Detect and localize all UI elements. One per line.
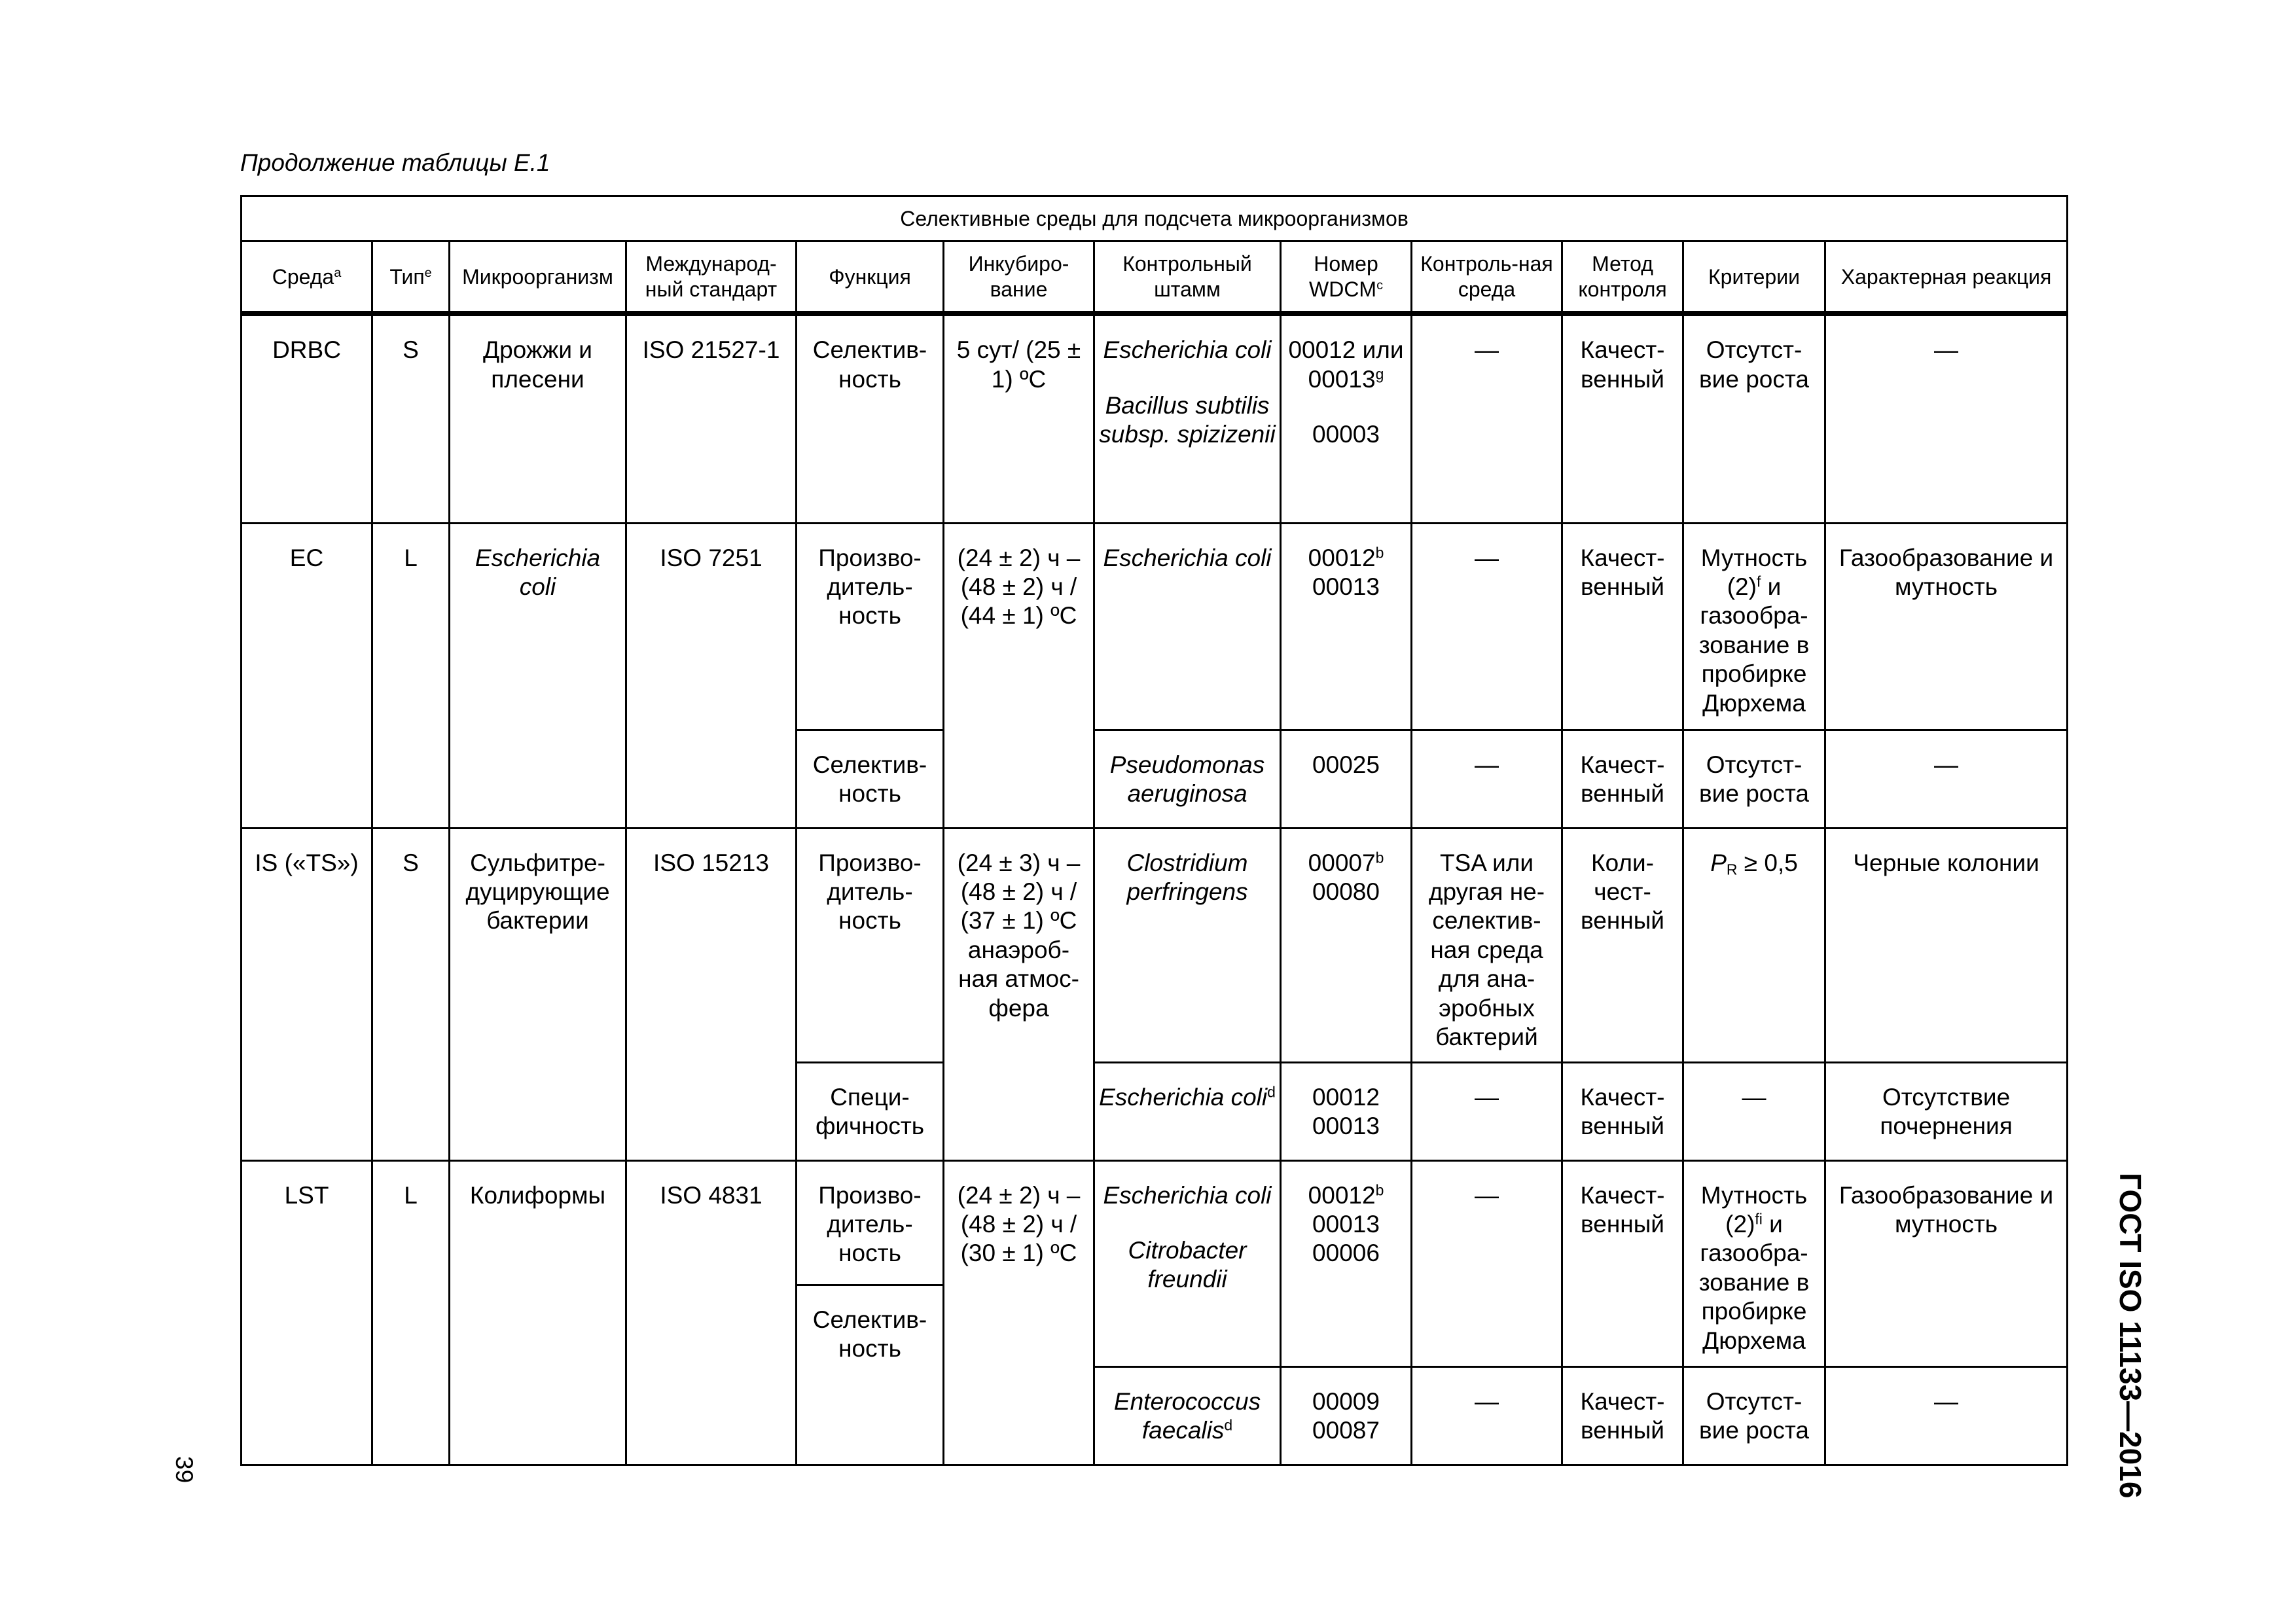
cell-type: L — [372, 523, 450, 828]
cell-standard: ISO 7251 — [626, 523, 797, 828]
cell-method: Качест-венный — [1562, 1160, 1683, 1366]
cell-method: Качест-венный — [1562, 523, 1683, 730]
cell-reaction: Газообразование и мутность — [1825, 1160, 2068, 1366]
cell-criteria: Мутность $(2)^f$ и газообра-зование в пробирке Дюрхема — [1683, 523, 1825, 730]
cell-wdcm: 00012 00013 — [1281, 1062, 1412, 1160]
cell-control-strain: Clostridium perfringens — [1094, 828, 1281, 1062]
header-control-strain: Контрольный штамм — [1094, 241, 1281, 313]
cell-function: Селектив-ность — [797, 1285, 944, 1465]
cell-method: Качест-венный — [1562, 730, 1683, 828]
cell-function: Специ-фичность — [797, 1062, 944, 1160]
header-wdcm: Номер WDCM$^c$ — [1281, 241, 1412, 313]
table-title: Селективные среды для подсчета микроорганизмов — [242, 196, 2068, 241]
cell-criteria: Отсутст-вие роста — [1683, 730, 1825, 828]
cell-criteria: $P_R \ge 0,5$ — [1683, 828, 1825, 1062]
header-method: Метод контроля — [1562, 241, 1683, 313]
cell-incubation: (24 ± 2) ч – (48 ± 2) ч / (30 ± 1) ºС — [944, 1160, 1094, 1465]
cell-microorganism: Escherichia coli — [450, 523, 626, 828]
cell-wdcm: 00025 — [1281, 730, 1412, 828]
cell-method: Качест-венный — [1562, 1366, 1683, 1465]
cell-type: S — [372, 828, 450, 1160]
table-row — [242, 1160, 2068, 1285]
cell-standard: ISO 4831 — [626, 1160, 797, 1465]
cell-function: Селектив-ность — [797, 730, 944, 828]
cell-medium: EC — [242, 523, 372, 828]
cell-wdcm: 00009 00087 — [1281, 1366, 1412, 1465]
cell-control-strain: Escherichia coli$^d$ — [1094, 1062, 1281, 1160]
header-standard: Международ-ный стандарт — [626, 241, 797, 313]
header-type: Тип$^е$ — [372, 241, 450, 313]
cell-microorganism: Сульфитре-дуцирующие бактерии — [450, 828, 626, 1160]
cell-control-strain — [1094, 313, 1281, 523]
strain-name: Escherichia coli — [1103, 336, 1272, 364]
cell-incubation: (24 ± 2) ч – (48 ± 2) ч / (44 ± 1) ºС — [944, 523, 1094, 828]
cell-microorganism: Дрожжи и плесени — [450, 313, 626, 523]
header-incubation: Инкубиро-вание — [944, 241, 1094, 313]
header-function: Функция — [797, 241, 944, 313]
cell-type: L — [372, 1160, 450, 1465]
cell-method: Качест-венный — [1562, 313, 1683, 523]
page-number: 39 — [171, 1456, 198, 1484]
cell-criteria: Мутность $(2)^{fi}$ и газообра-зование в пробирке Дюрхема — [1683, 1160, 1825, 1366]
cell-medium: IS («TS») — [242, 828, 372, 1160]
header-row — [242, 241, 2068, 313]
cell-control-strain: Enterococcus faecalis$^d$ — [1094, 1366, 1281, 1465]
cell-medium: DRBC — [242, 313, 372, 523]
header-control-medium: Контроль-ная среда — [1412, 241, 1562, 313]
header-reaction: Характерная реакция — [1825, 241, 2068, 313]
cell-reaction: Отсутствие почернения — [1825, 1062, 2068, 1160]
table-row — [242, 828, 2068, 1062]
cell-wdcm: 00012$^b$ 00013 00006 — [1281, 1160, 1412, 1366]
header-criteria: Критерии — [1683, 241, 1825, 313]
cell-incubation: (24 ± 3) ч – (48 ± 2) ч / (37 ± 1) ºС анаэроб-ная атмос-фера — [944, 828, 1094, 1160]
cell-control-strain: Escherichia coli — [1094, 523, 1281, 730]
cell-function: Произво-дитель-ность — [797, 828, 944, 1062]
cell-control-medium: — — [1412, 1366, 1562, 1465]
media-table — [240, 195, 2068, 1466]
document-id: ГОСТ ISO 11133—2016 — [2113, 1173, 2147, 1499]
cell-method: Качест-венный — [1562, 1062, 1683, 1160]
cell-microorganism: Колиформы — [450, 1160, 626, 1465]
cell-control-medium: — — [1412, 313, 1562, 523]
table-caption: Продолжение таблицы Е.1 — [240, 149, 550, 176]
cell-criteria: — — [1683, 1062, 1825, 1160]
cell-medium: LST — [242, 1160, 372, 1465]
cell-control-medium: TSA или другая не-селектив-ная среда для ана-эробных бактерий — [1412, 828, 1562, 1062]
strain-name: Bacillus subtilis subsp. spizizenii — [1099, 391, 1276, 448]
header-medium: Среда$^а$ — [242, 241, 372, 313]
cell-control-strain: Escherichia coli Citrobacter freundii — [1094, 1160, 1281, 1366]
cell-reaction: — — [1825, 313, 2068, 523]
cell-reaction: Черные колонии — [1825, 828, 2068, 1062]
cell-reaction: Газообразование и мутность — [1825, 523, 2068, 730]
cell-function: Произво-дитель-ность — [797, 523, 944, 730]
cell-criteria: Отсутст-вие роста — [1683, 313, 1825, 523]
cell-function: Селектив-ность — [797, 313, 944, 523]
cell-method: Коли-чест-венный — [1562, 828, 1683, 1062]
cell-function: Произво-дитель-ность — [797, 1160, 944, 1285]
cell-reaction: — — [1825, 730, 2068, 828]
cell-incubation: 5 сут/ (25 ± 1) ºС — [944, 313, 1094, 523]
cell-criteria: Отсутст-вие роста — [1683, 1366, 1825, 1465]
cell-control-medium: — — [1412, 1160, 1562, 1366]
cell-control-medium: — — [1412, 730, 1562, 828]
table-row — [242, 523, 2068, 730]
cell-control-medium: — — [1412, 523, 1562, 730]
cell-control-strain: Pseudomonas aeruginosa — [1094, 730, 1281, 828]
table-row — [242, 313, 2068, 523]
cell-wdcm: 00012$^b$ 00013 — [1281, 523, 1412, 730]
cell-standard: ISO 21527-1 — [626, 313, 797, 523]
cell-standard: ISO 15213 — [626, 828, 797, 1160]
header-microorganism: Микроорганизм — [450, 241, 626, 313]
cell-type: S — [372, 313, 450, 523]
cell-wdcm: 00012 или 00013$^g$ 00003 — [1281, 313, 1412, 523]
cell-wdcm: 00007$^b$ 00080 — [1281, 828, 1412, 1062]
cell-reaction: — — [1825, 1366, 2068, 1465]
cell-control-medium: — — [1412, 1062, 1562, 1160]
